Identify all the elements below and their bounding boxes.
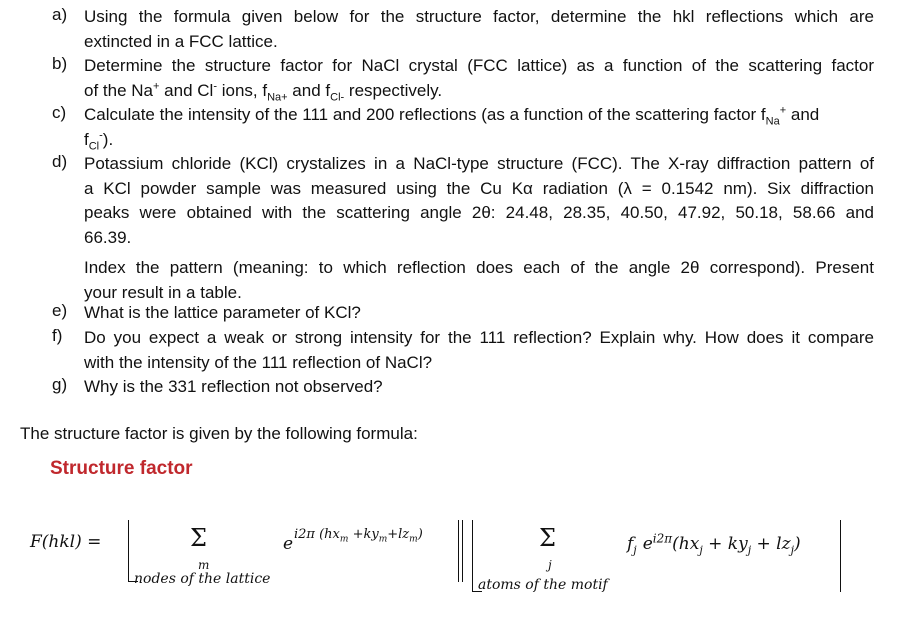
sum-label-2: atoms of the motif (478, 577, 608, 593)
exp1-power: i2π $(hx_m +ky_m+lz_m)$ (294, 527, 423, 545)
question-text: Potassium chloride (KCl) crystalizes in a NaCl-type structure (FCC). The X-ray diffraction pattern of (84, 154, 874, 173)
question-letter: g) (52, 375, 68, 394)
question-text: Why is the 331 reflection not observed? (84, 377, 383, 396)
sum-sign-1: Σ (190, 524, 207, 552)
sum-index-2: j (548, 558, 552, 572)
question-text: Determine the structure factor for NaCl crystal (FCC lattice) as a function of the scattering factor (84, 56, 874, 75)
question-text: peaks were obtained with the scattering angle 2θ: 24.48, 28.35, 40.50, 47.92, 50.18, 58.66 and (84, 203, 874, 222)
question-text: $f_{Cl}^-$). (84, 128, 114, 152)
question-text: Using the formula given below for the structure factor, determine the hkl reflections which are (84, 7, 874, 26)
question-text: a KCl powder sample was measured using the Cu Kα radiation (λ = 0.1542 nm). Six diffraction (84, 178, 874, 198)
question-letter: e) (52, 301, 68, 320)
exp1-base: e (283, 534, 294, 554)
question-text: extincted in a FCC lattice. (84, 31, 278, 51)
bracket-right-1b (462, 520, 463, 582)
question-text: of the Na+ and Cl- ions, $f_{Na+}$ and $f_{Cl-}$ respectively. (84, 79, 443, 103)
question-text: Do you expect a weak or strong intensity for the 111 reflection? Explain why. How does it compare (84, 328, 874, 347)
question-text: Calculate the intensity of the 111 and 200 reflections (as a function of the scattering factor $f_{Na}^+$ and (84, 104, 820, 128)
question-text: What is the lattice parameter of KCl? (84, 303, 361, 322)
question-letter: f) (52, 326, 63, 345)
question-letter: a) (52, 5, 68, 24)
section-heading: Structure factor (50, 458, 193, 479)
formula-term-2: $f_j$ $e^{i2\pi}(hx_j + ky_j + lz_j)$ (627, 531, 801, 557)
formula-lhs: F(hkl) = (30, 532, 102, 552)
bracket-right-1 (458, 520, 459, 582)
sum-sign-2: Σ (539, 524, 556, 552)
question-text: Index the pattern (meaning: to which reflection does each of the angle 2θ correspond). Present (84, 258, 874, 277)
question-text: with the intensity of the 111 reflection of NaCl? (84, 352, 433, 372)
formula-intro: The structure factor is given by the following formula: (20, 424, 418, 443)
question-text: 66.39. (84, 227, 132, 247)
question-letter: b) (52, 54, 68, 73)
question-text: your result in a table. (84, 282, 242, 302)
question-letter: c) (52, 103, 67, 122)
bracket-right-2 (840, 520, 841, 592)
question-letter: d) (52, 152, 68, 171)
sum-label-1: nodes of the lattice (134, 571, 271, 587)
sum-index-1: m (198, 558, 210, 572)
